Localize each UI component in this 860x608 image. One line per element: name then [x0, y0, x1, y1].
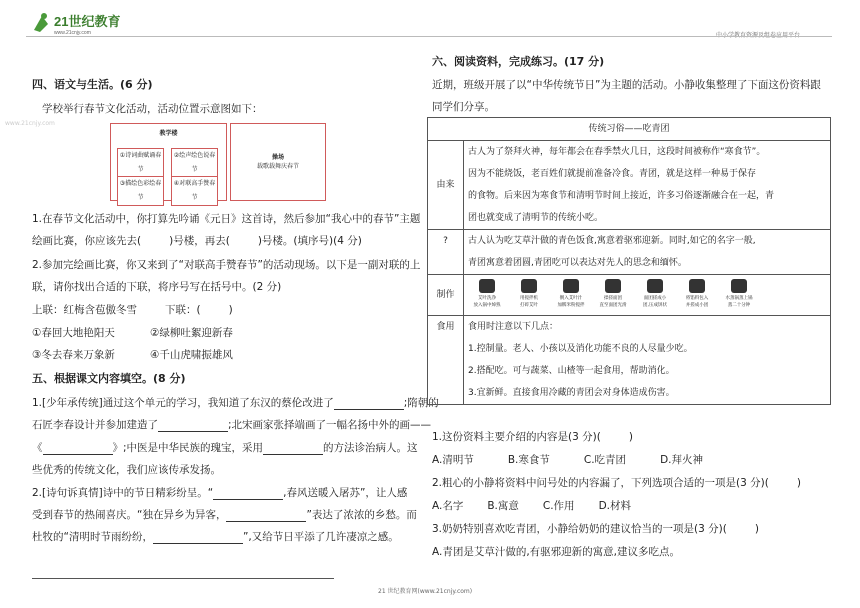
blender-icon: [521, 279, 537, 293]
step-3: 倒入艾叶汁 加糯米粉搅拌: [552, 279, 590, 309]
s4-q2-line2: 联，请你找出合适的下联，将序号写在括号中。(2 分): [32, 281, 282, 293]
couplet-lower: 下联：( ): [165, 304, 233, 316]
s5-line4: 些优秀的传统文化，我们应该传承发扬。: [32, 464, 221, 476]
s5-line3: 《 》;中医是中华民族的瑰宝，采用 的方法诊治病人。这: [32, 442, 418, 454]
option-4: ④千山虎啸振雄风: [150, 349, 233, 361]
s6-q3-optionA: A.青团是艾草汁做的,有驱邪迎新的寓意,建议多吃点。: [432, 546, 681, 558]
table-title: 传统习俗——吃青团: [428, 118, 831, 141]
step-1: 艾叶洗净 放入锅中焯熟: [468, 279, 506, 309]
row-head-origin: 由来: [428, 141, 464, 230]
fill-blank[interactable]: [153, 532, 243, 544]
s6-q2-options: A.名字 B.寓意 C.作用 D.材料: [432, 500, 631, 512]
fill-blank[interactable]: [158, 420, 228, 432]
step-7: 水蒸锅蒸上锅 蒸二十分钟: [720, 279, 758, 309]
room-2: ②绘声绘色说春节: [171, 148, 218, 178]
fill-blank[interactable]: [213, 488, 283, 500]
room-3: ③描绘色彩绘春节: [117, 176, 164, 206]
playground-activity: 载歌载舞庆春节: [256, 163, 299, 170]
s5-line5: 2.[诗句诉真情]诗中的节日精彩纷呈。“ ,春风送暖入屠苏”，让人感: [32, 487, 408, 499]
section4-intro: 学校举行春节文化活动，活动位置示意图如下：: [42, 103, 263, 115]
s6-intro-line2: 同学们分享。: [432, 101, 495, 113]
room-4: ④对联高手赞春节: [171, 176, 218, 206]
dough-balls-icon: [647, 279, 663, 293]
section5-title: 五、根据课文内容填空。(8 分): [32, 372, 186, 385]
pot-icon: [479, 279, 495, 293]
row-head-eating: 食用: [428, 316, 464, 405]
meaning-text: 古人认为吃艾草汁做的青色饭食,寓意着驱邪迎新。同时,如它的名字一般, 青团寓意着团圆,青团吃可以表达对先人的思念和缅怀。: [464, 230, 831, 275]
step-6: 将馅料包入 并搓成小团: [678, 279, 716, 309]
logo-text: 21世纪教育: [54, 14, 121, 29]
eating-text: 食用时注意以下几点： 1.控制量。老人、小孩以及消化功能不良的人尽量少吃。 2.搭配吃。可与蔬菜、山楂等一起食用，帮助消化。 3.宜新鲜。直接食用冷藏的青团会对身体造成伤害。: [464, 316, 831, 405]
s5-line1: 1.[少年承传统]通过这个单元的学习，我知道了东汉的蔡伦改进了 ;隋朝的: [32, 397, 439, 409]
couplet-upper: 上联：红梅含苞傲冬雪: [32, 304, 137, 316]
s4-q1-line1: 1.在春节文化活动中，你打算先吟诵《元日》这首诗，然后参加“我心中的春节”主题: [32, 213, 421, 225]
option-3: ③冬去春来万象新: [32, 349, 115, 361]
s6-intro-line1: 近期，班级开展了以“中华传统节日”为主题的活动。小静收集整理了下面这份资料跟: [432, 79, 821, 91]
s4-q2-line1: 2.参加完绘画比赛，你又来到了“对联高手赞春节”的活动现场。以下是一副对联的上: [32, 259, 421, 271]
footer-text: 21 世纪教育网(www.21cnjy.com): [378, 588, 473, 595]
making-steps: [464, 275, 831, 316]
custom-table: [427, 117, 831, 405]
side-watermark: www.21cnjy.com: [5, 120, 55, 127]
building-label: 教学楼: [159, 130, 178, 137]
building-diagram: [110, 123, 227, 201]
header-divider: [26, 36, 832, 37]
option-2: ②绿柳吐絮迎新春: [150, 327, 233, 339]
fill-blank[interactable]: [43, 443, 113, 455]
bottom-line: [32, 578, 334, 579]
platform-name: [716, 30, 800, 39]
dough-icon: [605, 279, 621, 293]
s5-line2: 石匠李春设计并参加建造了 ;北宋画家张择端画了一幅名扬中外的画——: [32, 419, 432, 431]
playground-box: [230, 123, 326, 201]
s6-q2: 2.粗心的小静将资料中问号处的内容漏了，下列选项合适的一项是(3 分)( ): [432, 477, 801, 489]
step-5: 面团搓成小 团,压成饼状: [636, 279, 674, 309]
s5-line7: 杜牧的“清明时节雨纷纷， ”,又给节日平添了几许凄凉之感。: [32, 531, 399, 543]
row-head-missing: ?: [428, 230, 464, 275]
filling-icon: [689, 279, 705, 293]
row-head-making: 制作: [428, 275, 464, 316]
step-4: 揉搓面团 直至面团光滑: [594, 279, 632, 309]
fill-blank[interactable]: [226, 510, 306, 522]
playground-label: 操场: [271, 154, 284, 161]
logo-subtext: www.21cnjy.com: [54, 30, 91, 36]
s6-q3: 3.奶奶特别喜欢吃青团，小静给奶奶的建议恰当的一项是(3 分)( ): [432, 523, 759, 535]
steamer-icon: [731, 279, 747, 293]
fill-blank[interactable]: [263, 443, 323, 455]
s4-q1-line2: 绘画比赛，你应该先去( )号楼，再去( )号楼。(填序号)(4 分): [32, 235, 362, 247]
step-2: 用搅拌机 打碎艾叶: [510, 279, 548, 309]
site-logo: [30, 10, 130, 36]
s5-line6: 受到春节的热闹喜庆。“独在异乡为异客， ”表达了浓浓的乡愁。而: [32, 509, 417, 521]
origin-text: 古人为了祭拜火神，每年都会在春季禁火几日，这段时间被称作“寒食节”。 因为不能烧饭，老百姓们就提前准备冷食。青团，就是这样一种易于保存 的食物。后来因为寒食节和清明节时间上接近，许多习俗逐渐融合在一起，青 团也就变成了清明节的传统小吃。: [464, 141, 831, 230]
s6-q1-options: A.清明节 B.寒食节 C.吃青团 D.拜火神: [432, 454, 703, 466]
option-1: ①春回大地艳阳天: [32, 327, 115, 339]
section4-title: 四、语文与生活。(6 分): [32, 78, 153, 91]
fill-blank[interactable]: [334, 398, 404, 410]
section6-title: 六、阅读资料，完成练习。(17 分): [432, 55, 605, 68]
bowl-icon: [563, 279, 579, 293]
room-1: ①诗词曲赋诵春节: [117, 148, 164, 178]
s6-q1: 1.这份资料主要介绍的内容是(3 分)( ): [432, 431, 633, 443]
